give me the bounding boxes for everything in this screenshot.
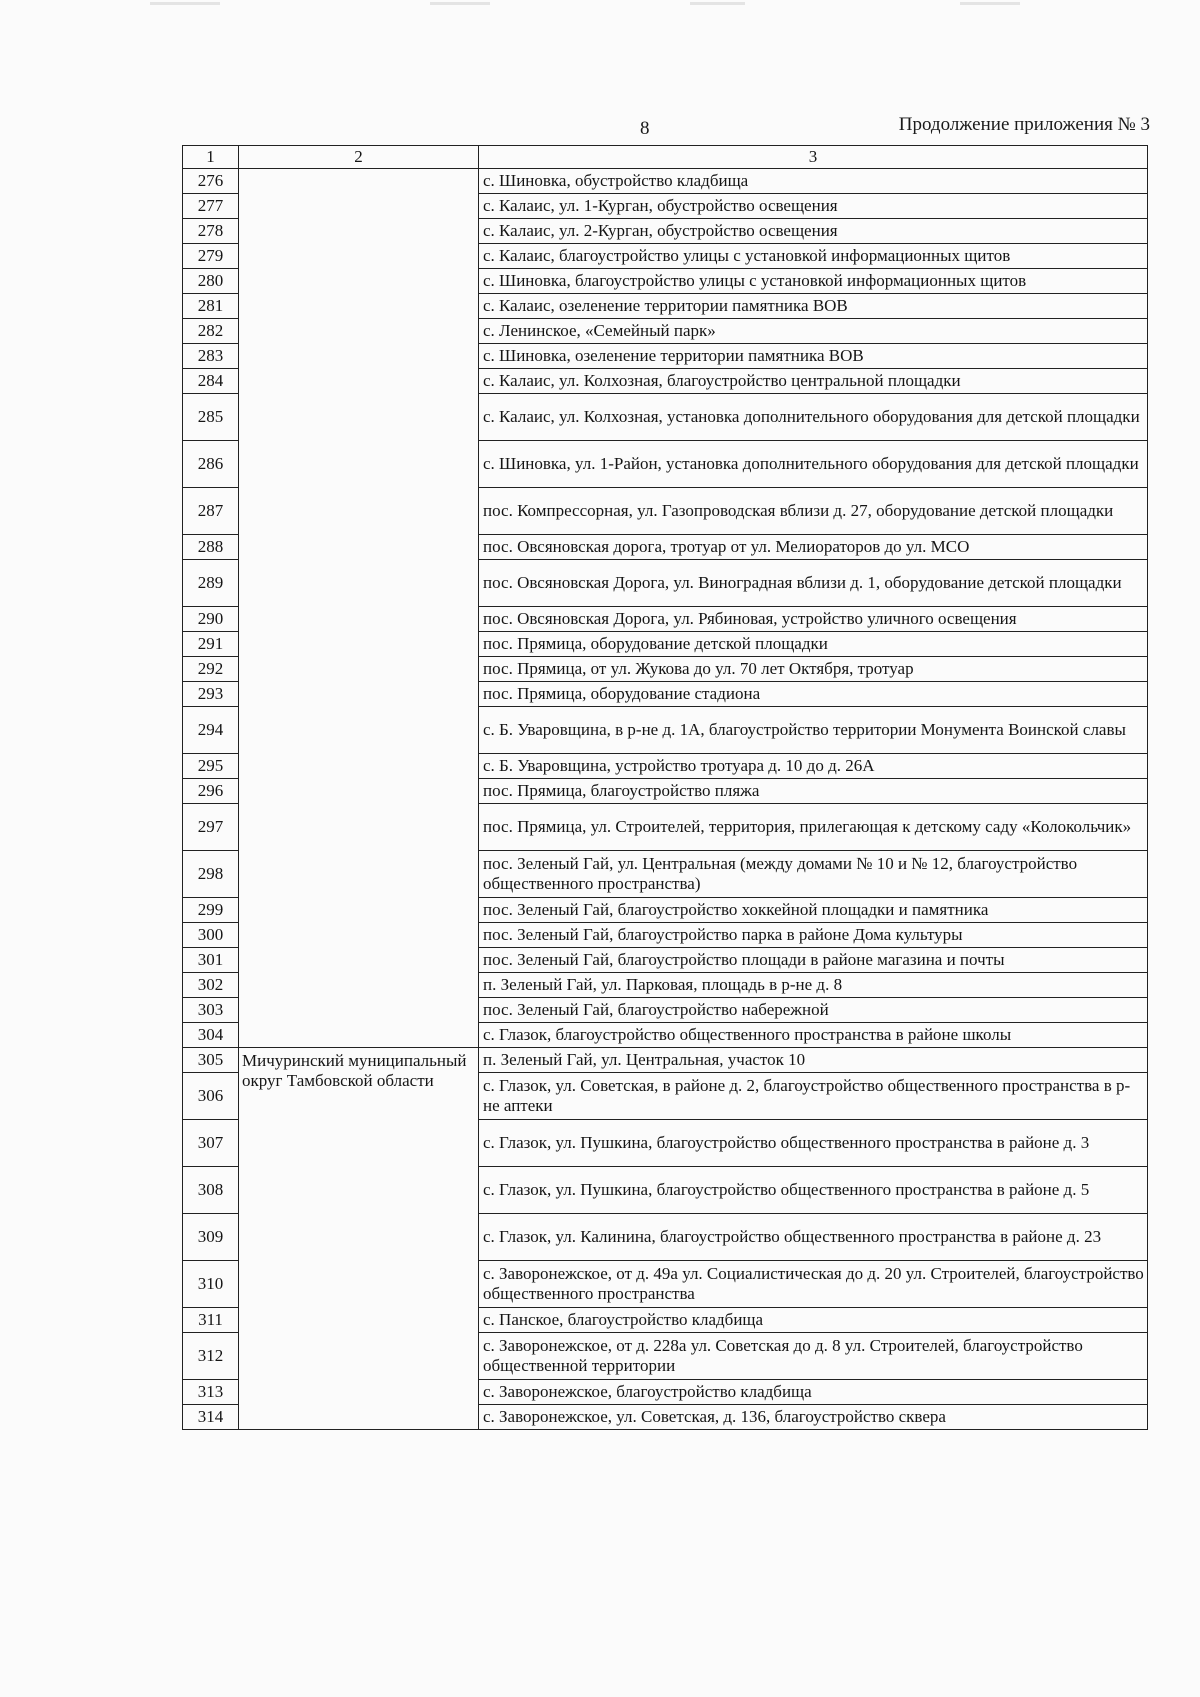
row-number: 276 <box>183 169 239 194</box>
row-description: пос. Зеленый Гай, благоустройство площади в районе магазина и почты <box>479 948 1148 973</box>
row-number: 289 <box>183 560 239 607</box>
row-number: 299 <box>183 898 239 923</box>
row-description: пос. Прямица, оборудование детской площадки <box>479 632 1148 657</box>
row-number: 277 <box>183 194 239 219</box>
row-number: 302 <box>183 973 239 998</box>
row-number: 291 <box>183 632 239 657</box>
row-number: 301 <box>183 948 239 973</box>
row-description: с. Шиновка, благоустройство улицы с установкой информационных щитов <box>479 269 1148 294</box>
row-description: с. Б. Уваровщина, устройство тротуара д. 10 до д. 26А <box>479 754 1148 779</box>
row-number: 287 <box>183 488 239 535</box>
table-header-row <box>183 146 1148 169</box>
row-description: с. Заворонежское, от д. 228а ул. Советская до д. 8 ул. Строителей, благоустройство общественной территории <box>479 1333 1148 1380</box>
row-number: 312 <box>183 1333 239 1380</box>
row-description: пос. Зеленый Гай, ул. Центральная (между домами № 10 и № 12, благоустройство общественного пространства) <box>479 851 1148 898</box>
row-description: п. Зеленый Гай, ул. Парковая, площадь в р-не д. 8 <box>479 973 1148 998</box>
row-number: 308 <box>183 1167 239 1214</box>
row-number: 310 <box>183 1261 239 1308</box>
row-description: с. Калаис, ул. 1-Курган, обустройство освещения <box>479 194 1148 219</box>
row-description: с. Калаис, ул. Колхозная, установка дополнительного оборудования для детской площадки <box>479 394 1148 441</box>
projects-table <box>182 145 1148 1430</box>
row-description: с. Шиновка, озеленение территории памятника ВОВ <box>479 344 1148 369</box>
row-number: 288 <box>183 535 239 560</box>
row-description: с. Глазок, ул. Советская, в районе д. 2, благоустройство общественного пространства в р-не аптеки <box>479 1073 1148 1120</box>
row-number: 294 <box>183 707 239 754</box>
row-number: 309 <box>183 1214 239 1261</box>
row-number: 279 <box>183 244 239 269</box>
row-number: 296 <box>183 779 239 804</box>
row-description: с. Глазок, ул. Пушкина, благоустройство общественного пространства в районе д. 3 <box>479 1120 1148 1167</box>
row-number: 282 <box>183 319 239 344</box>
column-header-3: 3 <box>479 146 1148 169</box>
row-number: 280 <box>183 269 239 294</box>
table-row <box>183 1048 1148 1073</box>
row-description: пос. Компрессорная, ул. Газопроводская вблизи д. 27, оборудование детской площадки <box>479 488 1148 535</box>
table-body <box>183 169 1148 1430</box>
row-number: 284 <box>183 369 239 394</box>
row-number: 278 <box>183 219 239 244</box>
row-description: пос. Зеленый Гай, благоустройство парка в районе Дома культуры <box>479 923 1148 948</box>
district-cell-empty <box>239 169 479 1048</box>
row-description: с. Б. Уваровщина, в р-не д. 1А, благоустройство территории Монумента Воинской славы <box>479 707 1148 754</box>
row-number: 305 <box>183 1048 239 1073</box>
row-description: п. Зеленый Гай, ул. Центральная, участок 10 <box>479 1048 1148 1073</box>
column-header-1: 1 <box>183 146 239 169</box>
row-description: пос. Зеленый Гай, благоустройство набережной <box>479 998 1148 1023</box>
row-number: 297 <box>183 804 239 851</box>
row-description: пос. Овсяновская Дорога, ул. Виноградная вблизи д. 1, оборудование детской площадки <box>479 560 1148 607</box>
row-number: 285 <box>183 394 239 441</box>
row-number: 307 <box>183 1120 239 1167</box>
row-number: 304 <box>183 1023 239 1048</box>
row-number: 283 <box>183 344 239 369</box>
continuation-label: Продолжение приложения № 3 <box>898 114 1150 135</box>
row-number: 298 <box>183 851 239 898</box>
row-description: с. Заворонежское, от д. 49а ул. Социалистическая до д. 20 ул. Строителей, благоустройство общественного пространства <box>479 1261 1148 1308</box>
row-description: пос. Овсяновская дорога, тротуар от ул. Мелиораторов до ул. МСО <box>479 535 1148 560</box>
row-number: 306 <box>183 1073 239 1120</box>
scan-artifact <box>150 2 220 5</box>
row-description: с. Ленинское, «Семейный парк» <box>479 319 1148 344</box>
row-description: с. Глазок, благоустройство общественного пространства в районе школы <box>479 1023 1148 1048</box>
row-number: 300 <box>183 923 239 948</box>
row-number: 293 <box>183 682 239 707</box>
row-description: пос. Прямица, оборудование стадиона <box>479 682 1148 707</box>
row-number: 292 <box>183 657 239 682</box>
table-row <box>183 169 1148 194</box>
row-description: с. Панское, благоустройство кладбища <box>479 1308 1148 1333</box>
row-description: пос. Овсяновская Дорога, ул. Рябиновая, устройство уличного освещения <box>479 607 1148 632</box>
row-number: 281 <box>183 294 239 319</box>
row-number: 313 <box>183 1380 239 1405</box>
row-number: 314 <box>183 1405 239 1430</box>
row-number: 295 <box>183 754 239 779</box>
scan-artifact <box>430 2 490 5</box>
row-description: с. Шиновка, ул. 1-Район, установка дополнительного оборудования для детской площадки <box>479 441 1148 488</box>
page-number: 8 <box>640 118 650 139</box>
row-number: 311 <box>183 1308 239 1333</box>
row-description: с. Глазок, ул. Калинина, благоустройство общественного пространства в районе д. 23 <box>479 1214 1148 1261</box>
row-number: 286 <box>183 441 239 488</box>
district-cell: Мичуринский муниципальный округ Тамбовской области <box>239 1048 479 1430</box>
row-description: с. Калаис, озеленение территории памятника ВОВ <box>479 294 1148 319</box>
row-description: пос. Прямица, благоустройство пляжа <box>479 779 1148 804</box>
row-description: с. Заворонежское, благоустройство кладбища <box>479 1380 1148 1405</box>
row-description: с. Калаис, ул. Колхозная, благоустройство центральной площадки <box>479 369 1148 394</box>
row-description: с. Калаис, благоустройство улицы с установкой информационных щитов <box>479 244 1148 269</box>
column-header-2: 2 <box>239 146 479 169</box>
scan-artifact <box>690 2 745 5</box>
scan-artifact <box>960 2 1020 5</box>
row-description: с. Глазок, ул. Пушкина, благоустройство общественного пространства в районе д. 5 <box>479 1167 1148 1214</box>
row-description: с. Заворонежское, ул. Советская, д. 136, благоустройство сквера <box>479 1405 1148 1430</box>
row-description: пос. Прямица, ул. Строителей, территория, прилегающая к детскому саду «Колокольчик» <box>479 804 1148 851</box>
row-description: с. Шиновка, обустройство кладбища <box>479 169 1148 194</box>
row-number: 290 <box>183 607 239 632</box>
row-description: пос. Зеленый Гай, благоустройство хоккейной площадки и памятника <box>479 898 1148 923</box>
row-description: с. Калаис, ул. 2-Курган, обустройство освещения <box>479 219 1148 244</box>
row-number: 303 <box>183 998 239 1023</box>
row-description: пос. Прямица, от ул. Жукова до ул. 70 лет Октября, тротуар <box>479 657 1148 682</box>
